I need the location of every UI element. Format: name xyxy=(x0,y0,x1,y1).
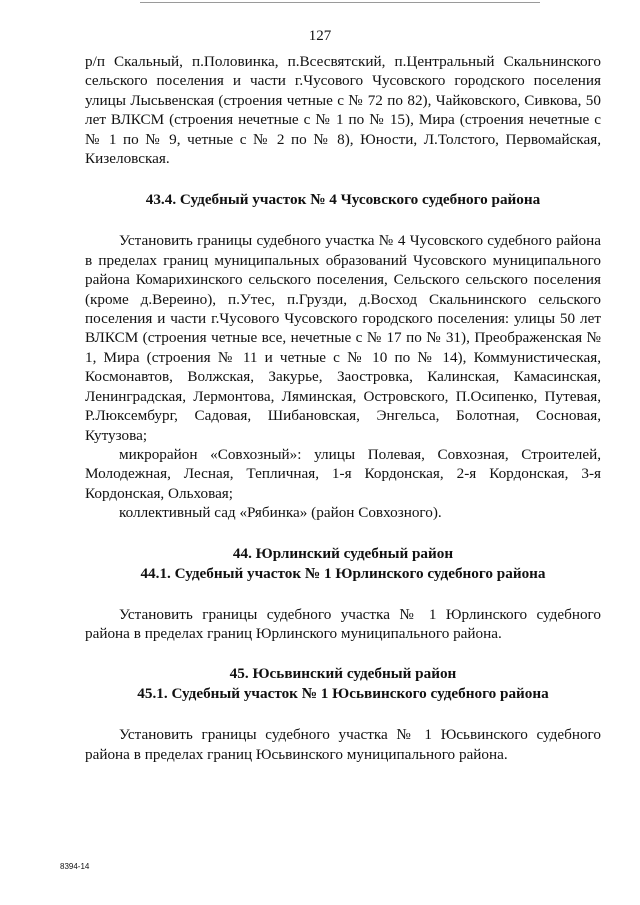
scan-top-edge xyxy=(140,2,540,3)
heading-section-45: 45. Юсьвинский судебный район xyxy=(229,665,457,683)
heading-section-45-1: 45.1. Судебный участок № 1 Юсьвинского судебного района xyxy=(137,685,549,703)
paragraph-continuation: р/п Скальный, п.Половинка, п.Всесвятский, п.Центральный Скальнинского сельского поселения и части г.Чусового Чусовского городского поселения улицы Лысьвенская (строения четные с № 72 по 82), Чайковского, Сивкова, 50 лет ВЛКСМ (строения нечетные с № 1 по № 15), Мира (строения нечетные с № 1 по № 9, четные с № 2 по № 8), Юности, Л.Толстого, Первомайская, Кизеловская. xyxy=(85,53,601,168)
heading-section-44: 44. Юрлинский судебный район xyxy=(232,544,454,562)
document-code: 8394-14 xyxy=(60,862,90,871)
paragraph-microdistrict-sovkhozny: микрорайон «Совхозный»: улицы Полевая, Совхозная, Строителей, Молодежная, Лесная, Тепличная, 1-я Кордонская, 2-я Кордонская, 3-я Кордонская, Ольховая; xyxy=(85,445,601,502)
paragraph-garden-ryabinka: коллективный сад «Рябинка» (район Совхозного). xyxy=(119,504,442,522)
heading-section-43-4: 43.4. Судебный участок № 4 Чусовского судебного района xyxy=(145,191,541,209)
paragraph-section-45-1-boundaries: Установить границы судебного участка № 1 Юсьвинского судебного района в пределах границ Юсьвинского муниципального района. xyxy=(85,726,601,763)
paragraph-section-44-1-boundaries: Установить границы судебного участка № 1 Юрлинского судебного района в пределах границ Юрлинского муниципального района. xyxy=(85,605,601,642)
document-body xyxy=(85,52,601,764)
paragraph-section-43-4-boundaries: Установить границы судебного участка № 4 Чусовского судебного района в пределах границ муниципальных образований Чусовского муниципального района Комарихинского сельского поселения, Сельского сельского поселения (кроме д.Вереино), п.Утес, п.Грузди, д.Восход Скальнинского сельского поселения и части г.Чусового Чусовского городского поселения: улицы 50 лет ВЛКСМ (строения четные все, нечетные с № 17 по № 31), Преображенская № 1, Мира (строения № 11 и четные с № 10 по № 14), Коммунистическая, Космонавтов, Волжская, Закурье, Заостровка, Калинская, Камасинская, Ленинградская, Лермонтова, Ляминская, Островского, П.Осипенко, Путевая, Р.Люксембург, Садовая, Шибановская, Энгельса, Болотная, Сосновая, Кутузова; xyxy=(85,232,601,444)
page-number: 127 xyxy=(308,28,332,44)
heading-section-44-1: 44.1. Судебный участок № 1 Юрлинского судебного района xyxy=(140,564,546,582)
